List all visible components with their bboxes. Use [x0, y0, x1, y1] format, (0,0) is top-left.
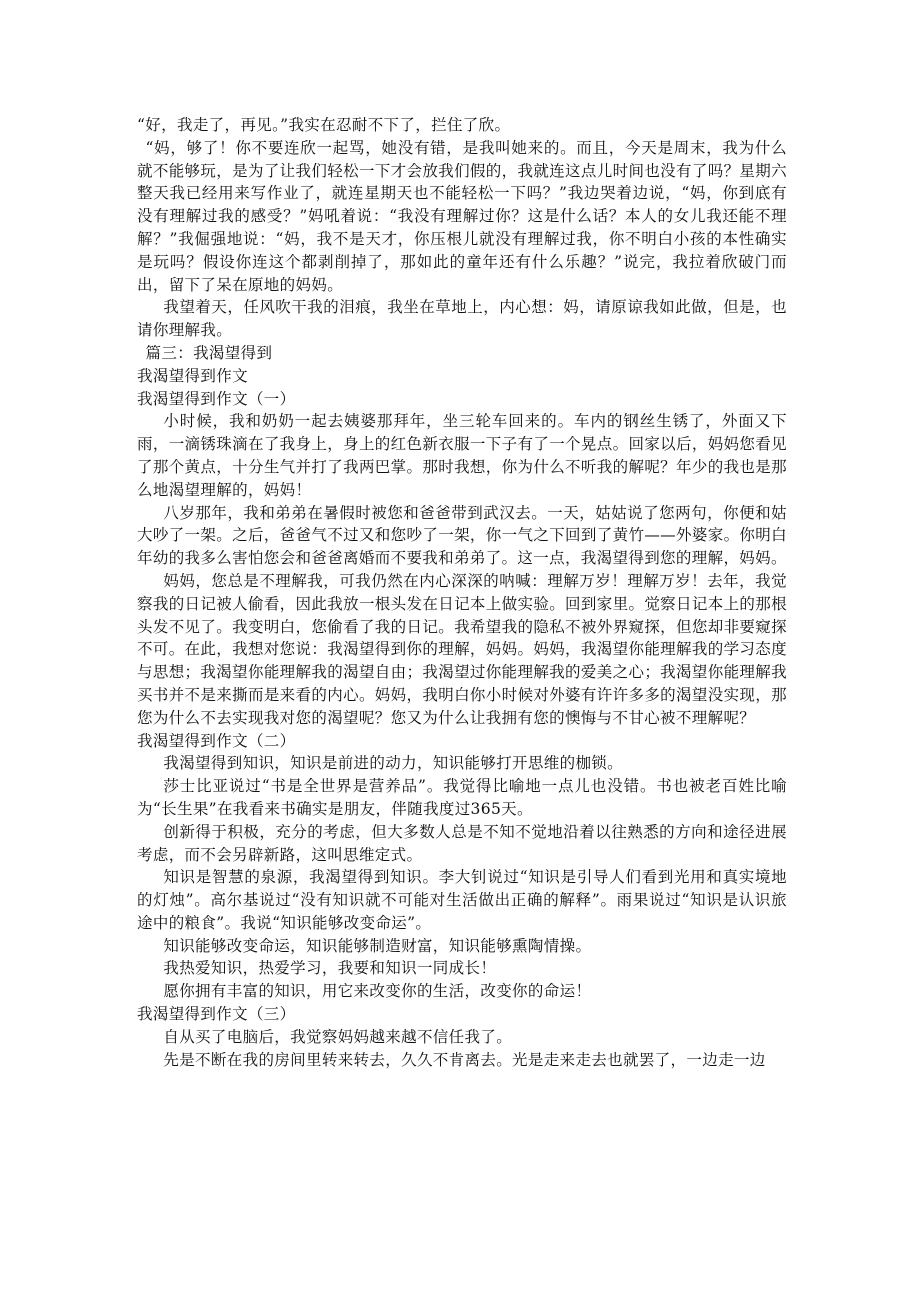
paragraph: 八岁那年，我和弟弟在暑假时被您和爸爸带到武汉去。一天，姑姑说了您两句，你便和姑大吵了一架。之后，爸爸气不过又和您吵了一架，你一气之下回到了黄竹——外婆家。你明白年幼的我多么害怕您会和爸爸离婚而不要我和弟弟了。这一点，我渴望得到您的理解，妈妈。	[137, 503, 787, 568]
paragraph: 创新得于积极，充分的考虑，但大多数人总是不知不觉地沿着以往熟悉的方向和途径进展考虑，而不会另辟新路，这叫思维定式。	[137, 822, 787, 864]
paragraph: “妈，够了！你不要连欣一起骂，她没有错，是我叫她来的。而且，今天是周末，我为什么就不能够玩，是为了让我们轻松一下才会放我们假的，我就连这点儿时间也没有了吗？星期六整天我已经用来写作业了，就连星期天也不能轻松一下吗？”我边哭着边说，“妈，你到底有没有理解过我的感受？”妈吼着说：“我没有理解过你？这是什么话？本人的女儿我还能不理解？”我倔强地说：“妈，我不是天才，你压根儿就没有理解过我，你不明白小孩的本性确实是玩吗？假设你连这个都剥削掉了，那如此的童年还有什么乐趣？”说完，我拉着欣破门而出，留下了呆在原地的妈妈。	[137, 138, 787, 294]
paragraph: 我渴望得到知识，知识是前进的动力，知识能够打开思维的枷锁。	[163, 754, 623, 773]
essay-subtitle: 我渴望得到作文（二）	[137, 731, 296, 750]
paragraph: 先是不断在我的房间里转来转去，久久不肯离去。光是走来走去也就罢了，一边走一边	[163, 1050, 766, 1069]
paragraph: 莎士比亚说过“书是全世界是营养品”。我觉得比喻地一点儿也没错。书也被老百姓比喻为“长生果”在我看来书确实是朋友，伴随我度过365天。	[137, 777, 787, 818]
paragraph: “好，我走了，再见。”我实在忍耐不下了，拦住了欣。	[137, 116, 511, 134]
paragraph: 愿你拥有丰富的知识，用它来改变你的生活，改变你的命运！	[163, 982, 592, 1001]
paragraph: 小时候，我和奶奶一起去姨婆那拜年，坐三轮车回来的。车内的钢丝生锈了，外面又下雨，一滴锈珠滴在了我身上，身上的红色新衣服一下子有了一个晃点。回家以后，妈妈您看见了那个黄点，十分生气并打了我两巴掌。那时我想，你为什么不听我的解呢？年少的我也是那么地渴望理解的，妈妈！	[137, 412, 787, 499]
essay-subtitle: 我渴望得到作文（一）	[137, 389, 296, 408]
paragraph: 自从买了电脑后，我觉察妈妈越来越不信任我了。	[163, 1027, 513, 1046]
essay-text	[137, 114, 787, 1071]
section-heading: 篇三：我渴望得到	[145, 343, 273, 362]
paragraph: 知识能够改变命运，知识能够制造财富，知识能够熏陶情操。	[163, 936, 592, 955]
essay-subtitle: 我渴望得到作文（三）	[137, 1005, 296, 1024]
paragraph: 我热爱知识，热爱学习，我要和知识一同成长！	[163, 959, 497, 978]
paragraph: 妈妈，您总是不理解我，可我仍然在内心深深的呐喊：理解万岁！理解万岁！去年，我觉察我的日记被人偷看，因此我放一根头发在日记本上做实验。回到家里。觉察日记本上的那根头发不见了。我变明白，您偷看了我的日记。我希望我的隐私不被外界窥探，但您却非要窥探不可。在此，我想对您说：我渴望得到你的理解，妈妈。妈妈，我渴望你能理解我的学习态度与思想；我渴望你能理解我的渴望自由；我渴望过你能理解我的爱美之心；我渴望你能理解我买书并不是来撕而是来看的内心。妈妈，我明白你小时候对外婆有许许多多的渴望没实现，那您为什么不去实现我对您的渴望呢？您又为什么让我拥有您的懊悔与不甘心被不理解呢？	[137, 571, 787, 727]
essay-title: 我渴望得到作文	[137, 366, 248, 385]
paragraph: 我望着天，任风吹干我的泪痕，我坐在草地上，内心想：妈，请原谅我如此做，但是，也请你理解我。	[137, 298, 787, 340]
paragraph: 知识是智慧的泉源，我渴望得到知识。李大钊说过“知识是引导人们看到光用和真实境地的灯烛”。高尔基说过“没有知识就不可能对生活做出正确的解释”。雨果说过“知识是认识旅途中的粮食”。我说“知识能够改变命运”。	[137, 868, 787, 932]
